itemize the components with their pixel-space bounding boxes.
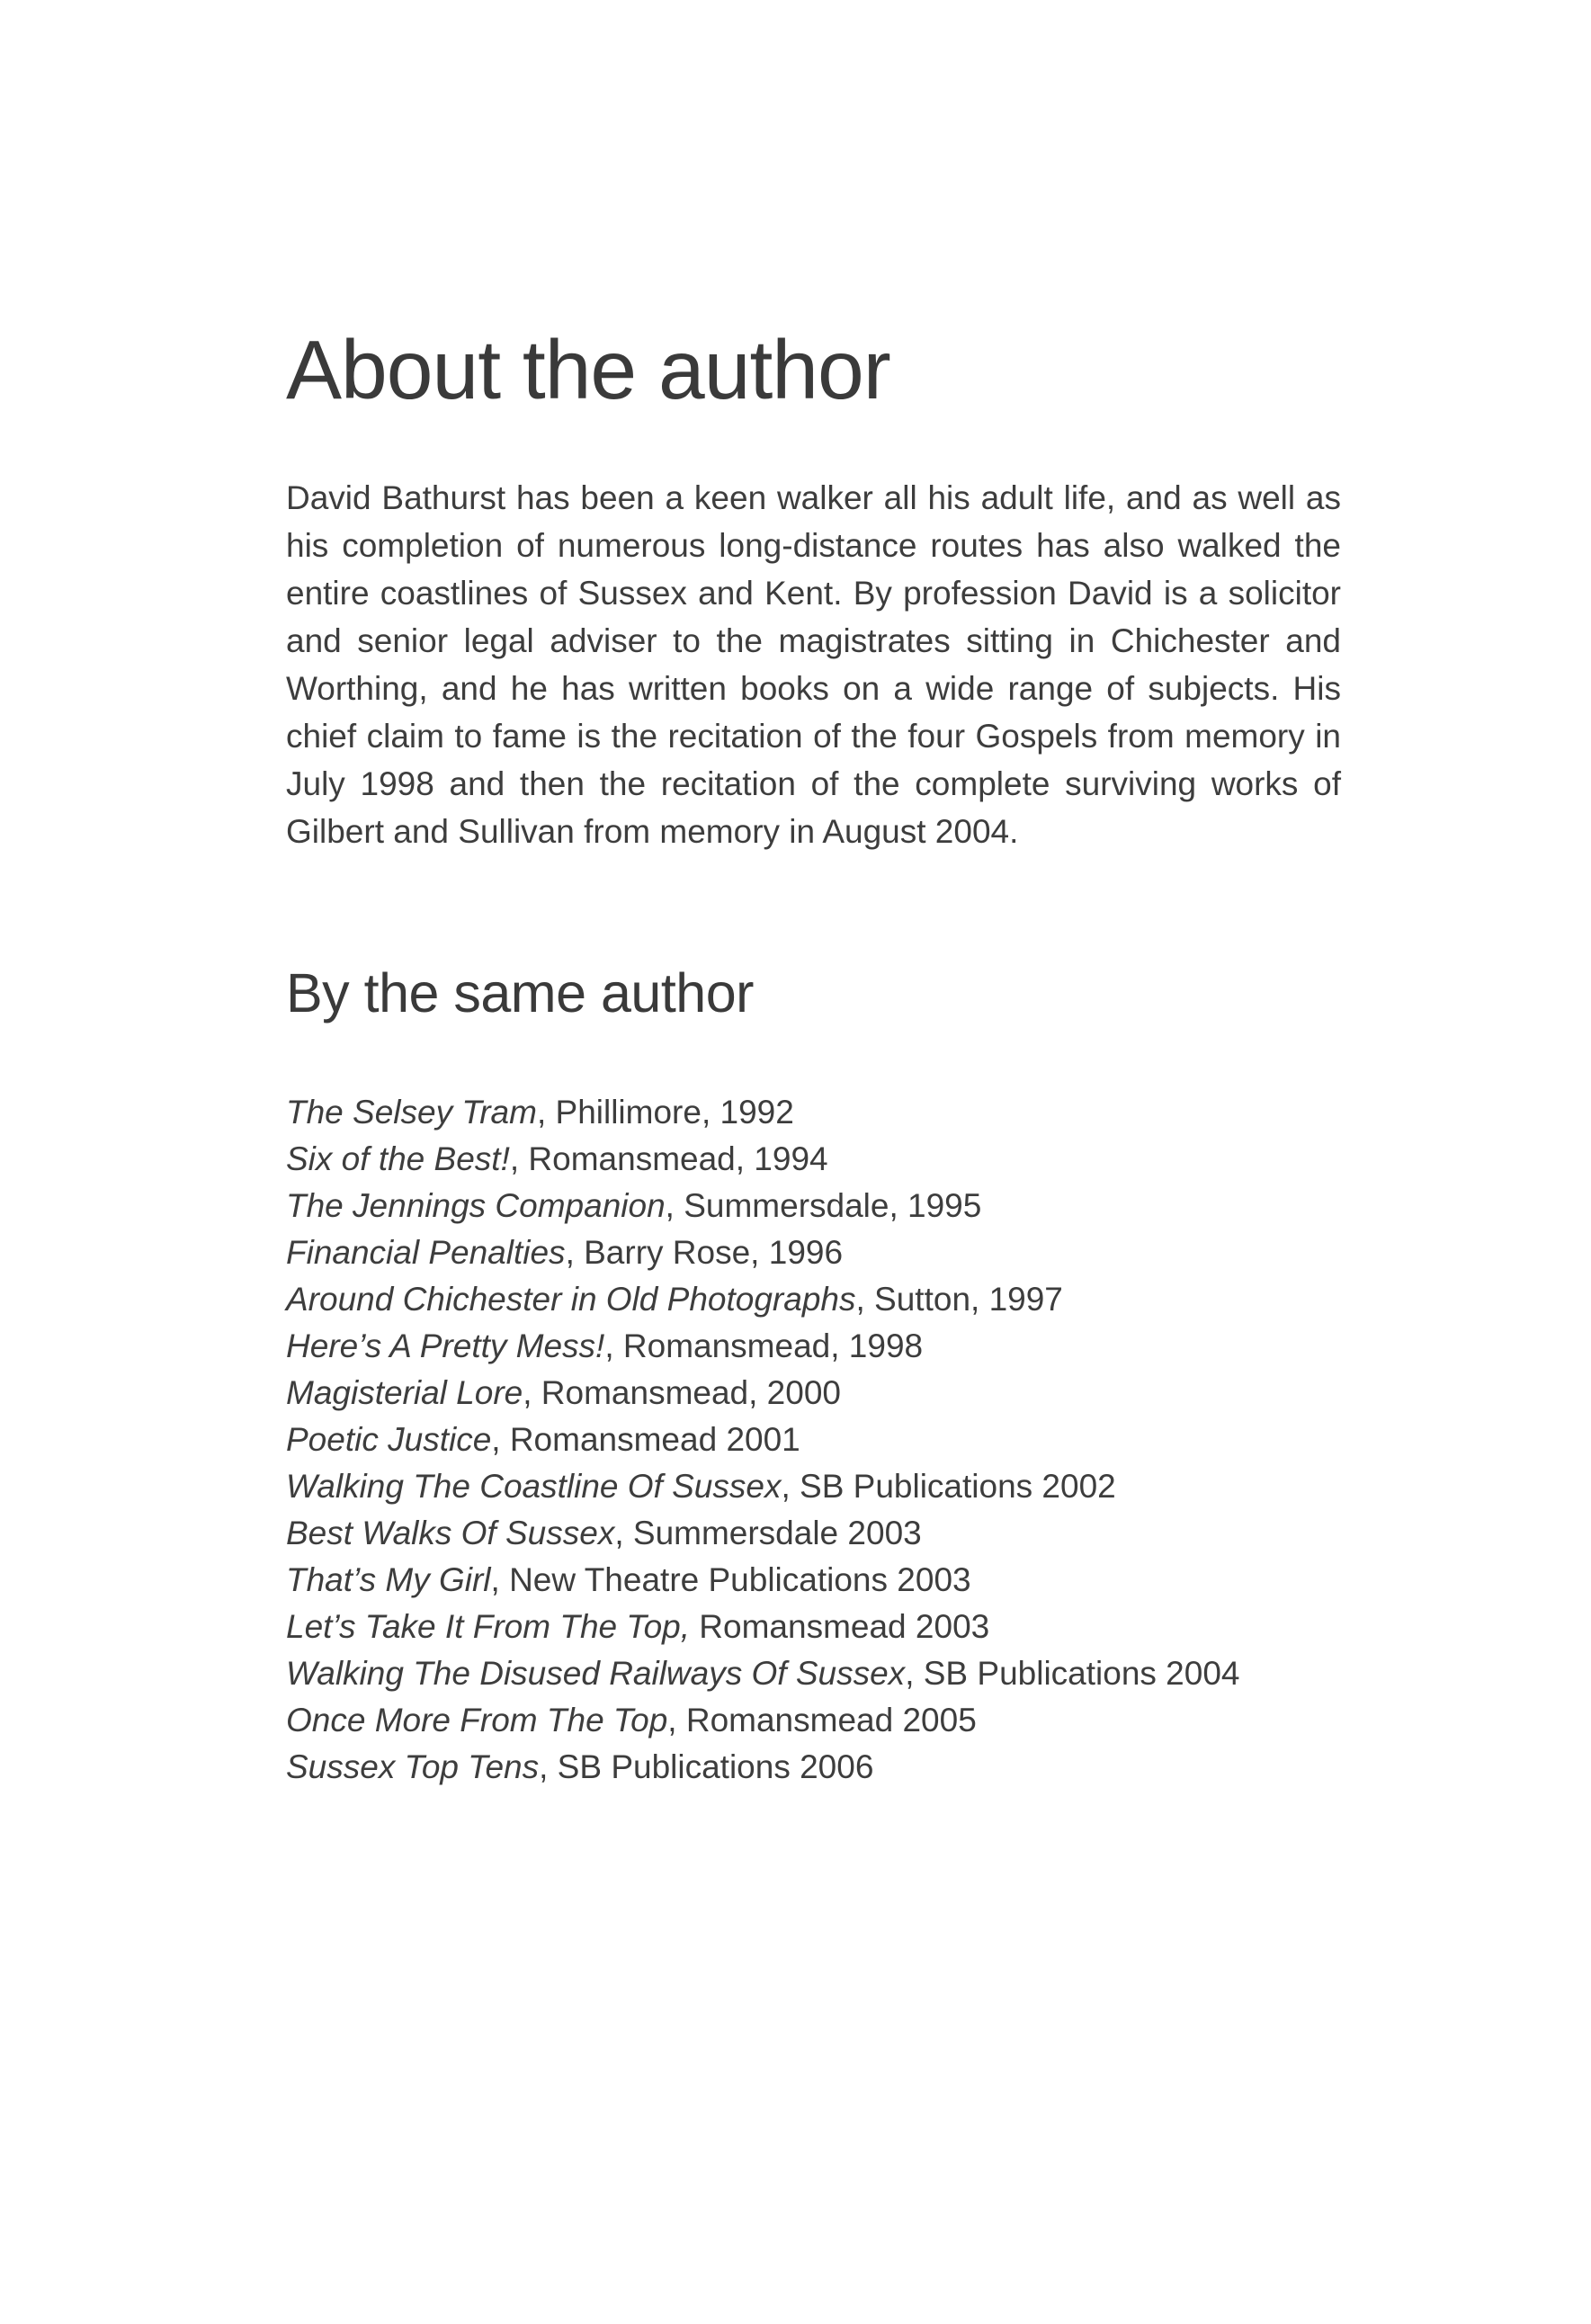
book-title: Walking The Disused Railways Of Sussex xyxy=(286,1655,906,1692)
author-bio-paragraph: David Bathurst has been a keen walker all his adult life, and as well as his completion of numerous long-distance routes has also walked the entire coastlines of Sussex and Kent. By profession David is a solicitor and senior legal adviser to the magistrates sitting in Chichester and Worthing, and he has written books on a wide range of subjects. His chief claim to fame is the recitation of the four Gospels from memory in July 1998 and then the recitation of the complete surviving works of Gilbert and Sullivan from memory in August 2004. xyxy=(286,479,1341,850)
list-item xyxy=(286,1650,1341,1697)
book-title: Sussex Top Tens xyxy=(286,1748,540,1785)
same-author-heading: By the same author xyxy=(286,962,754,1023)
book-title: Walking The Coastline Of Sussex xyxy=(286,1468,782,1505)
book-publisher-year: , New Theatre Publications 2003 xyxy=(490,1561,971,1598)
list-item xyxy=(286,1557,1341,1604)
list-item xyxy=(286,1276,1341,1323)
list-item xyxy=(286,1229,1341,1276)
about-author-heading: About the author xyxy=(286,323,890,416)
book-publisher-year: , SB Publications 2006 xyxy=(539,1748,874,1785)
books-list xyxy=(286,1089,1341,1791)
book-title: The Jennings Companion xyxy=(286,1187,666,1224)
list-item xyxy=(286,1417,1341,1463)
list-item xyxy=(286,1463,1341,1510)
book-publisher-year: , Summersdale, 1995 xyxy=(665,1187,982,1224)
book-publisher-year: , Barry Rose, 1996 xyxy=(565,1234,844,1271)
book-publisher-year: , Romansmead 2001 xyxy=(491,1421,800,1458)
list-item xyxy=(286,1744,1341,1791)
book-title: Six of the Best! xyxy=(286,1140,510,1177)
list-item xyxy=(286,1323,1341,1370)
book-title: Magisterial Lore xyxy=(286,1374,523,1411)
book-title: Once More From The Top xyxy=(286,1702,668,1739)
list-item xyxy=(286,1697,1341,1744)
book-title: The Selsey Tram xyxy=(286,1094,537,1131)
book-title: Let’s Take It From The Top, xyxy=(286,1608,691,1645)
list-item xyxy=(286,1183,1341,1229)
book-publisher-year: , Romansmead, 1994 xyxy=(509,1140,828,1177)
book-title: That’s My Girl xyxy=(286,1561,491,1598)
book-publisher-year: , Romansmead, 1998 xyxy=(604,1327,924,1364)
list-item xyxy=(286,1089,1341,1136)
book-title: Poetic Justice xyxy=(286,1421,492,1458)
book-publisher-year: Romansmead 2003 xyxy=(690,1608,990,1645)
list-item xyxy=(286,1510,1341,1557)
book-publisher-year: , Phillimore, 1992 xyxy=(536,1094,794,1131)
list-item xyxy=(286,1136,1341,1183)
list-item xyxy=(286,1370,1341,1417)
book-publisher-year: , SB Publications 2004 xyxy=(905,1655,1240,1692)
book-title: Around Chichester in Old Photographs xyxy=(286,1281,856,1318)
book-publisher-year: , Romansmead 2005 xyxy=(667,1702,977,1739)
book-publisher-year: , Summersdale 2003 xyxy=(614,1515,922,1551)
list-item xyxy=(286,1604,1341,1650)
book-publisher-year: , SB Publications 2002 xyxy=(781,1468,1116,1505)
book-title: Here’s A Pretty Mess! xyxy=(286,1327,605,1364)
book-publisher-year: , Sutton, 1997 xyxy=(855,1281,1063,1318)
book-title: Best Walks Of Sussex xyxy=(286,1515,615,1551)
book-title: Financial Penalties xyxy=(286,1234,566,1271)
book-publisher-year: , Romansmead, 2000 xyxy=(523,1374,841,1411)
